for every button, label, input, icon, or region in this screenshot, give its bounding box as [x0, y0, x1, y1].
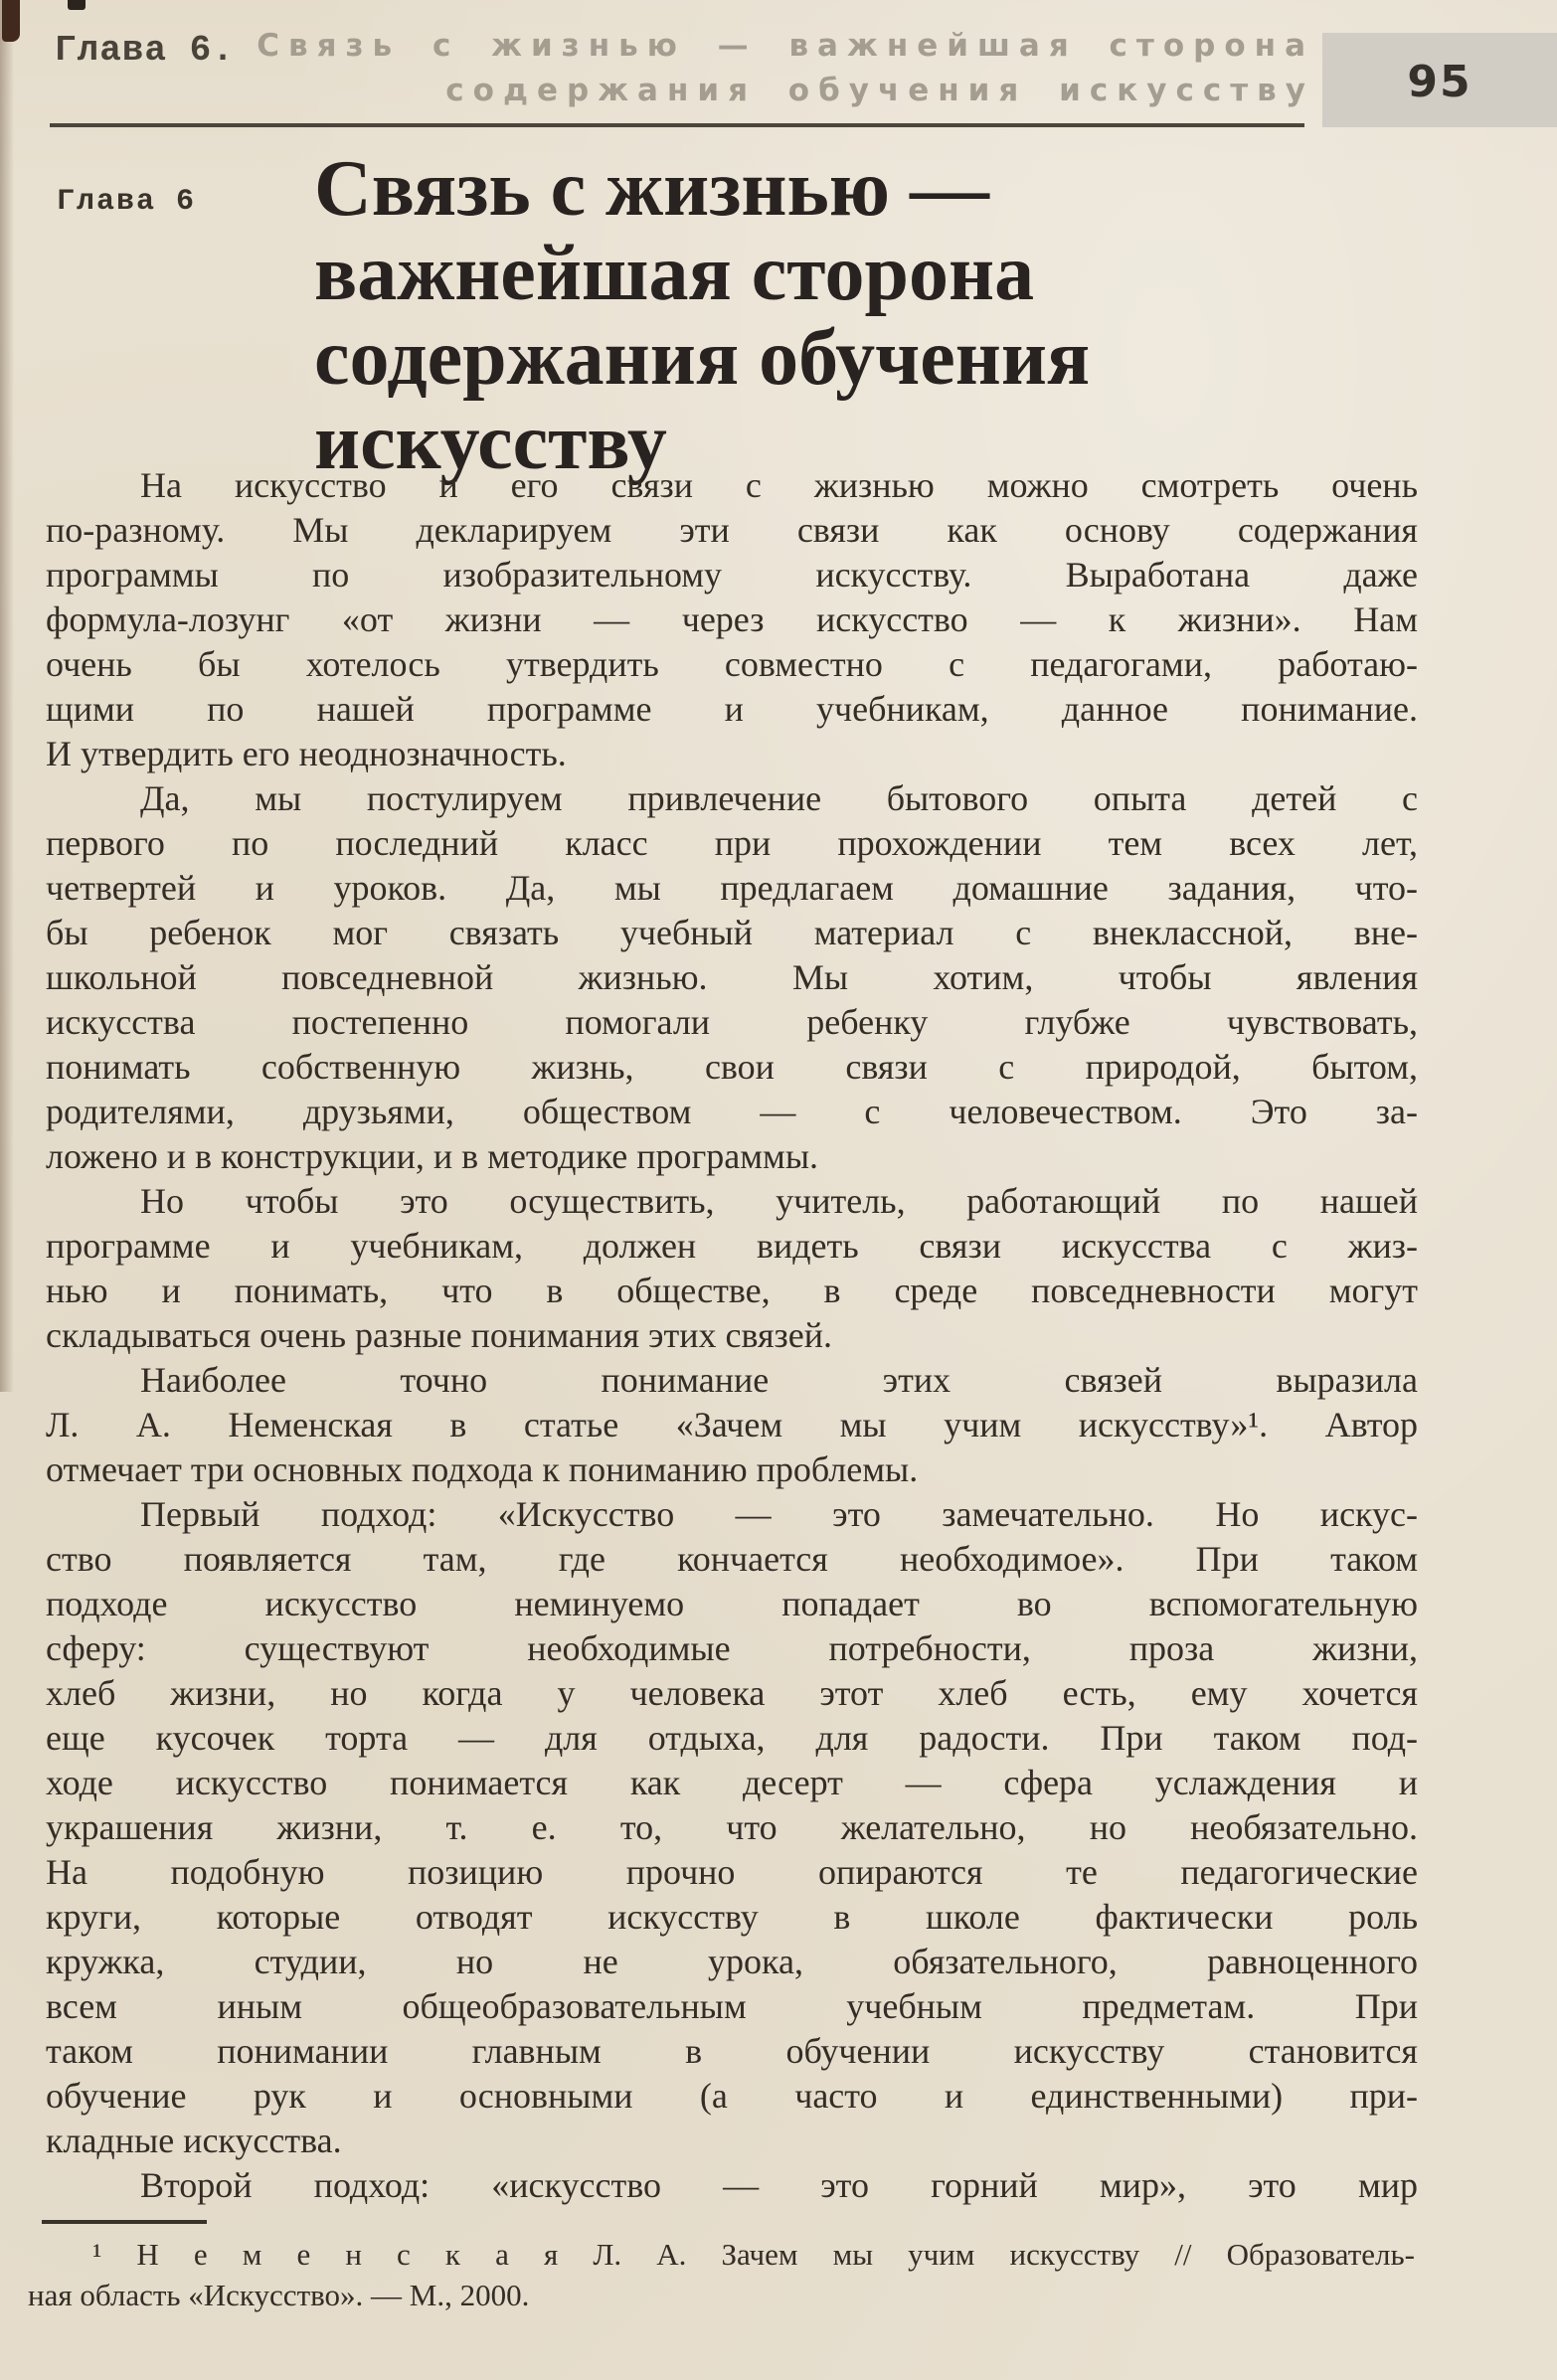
running-head-title — [243, 24, 1314, 113]
text-line: бы ребенок мог связать учебный материал с внеклассной, вне- — [46, 913, 1418, 952]
text-line: нью и понимать, что в обществе, в среде повседневности могут — [46, 1271, 1418, 1310]
paragraph — [46, 1179, 1418, 1358]
text-line: На искусство и его связи с жизнью можно смотреть очень — [140, 465, 1418, 505]
text-line: складываться очень разные понимания этих связей. — [46, 1315, 833, 1355]
text-line: хлеб жизни, но когда у человека этот хлеб есть, ему хочется — [46, 1673, 1418, 1713]
paragraph — [28, 2234, 1415, 2315]
text-line: Наиболее точно понимание этих связей выразила — [140, 1360, 1418, 1400]
running-head-chapter-prefix: Глава 6. — [55, 30, 235, 71]
text-line: Но чтобы это осуществить, учитель, работающий по нашей — [140, 1181, 1418, 1221]
paragraph — [46, 463, 1418, 776]
footnote — [28, 2234, 1415, 2315]
text-line: подходе искусство неминуемо попадает во вспомогательную — [46, 1584, 1418, 1623]
header-rule — [50, 123, 1304, 127]
paragraph — [46, 1358, 1418, 1492]
text-line: На подобную позицию прочно опираются те педагогические — [46, 1852, 1418, 1892]
body-text — [46, 463, 1418, 2208]
text-line: ство появляется там, где кончается необходимое». При таком — [46, 1539, 1418, 1579]
text-line: сферу: существуют необходимые потребности, проза жизни, — [46, 1628, 1418, 1668]
text-line: Л. А. Неменская в статье «Зачем мы учим искусству»¹. Автор — [46, 1405, 1418, 1445]
scan-artifact — [2, 0, 20, 42]
text-line: четвертей и уроков. Да, мы предлагаем домашние задания, что- — [46, 868, 1418, 908]
text-line: кладные искусства. — [46, 2121, 342, 2160]
text-line: ложено и в конструкции, и в методике программы. — [46, 1136, 819, 1176]
scan-artifact — [68, 0, 86, 10]
chapter-title-line-3: содержания обучения — [314, 314, 1091, 402]
text-line: И утвердить его неоднозначность. — [46, 734, 567, 773]
text-line: ходе искусство понимается как десерт — сфера услаждения и — [46, 1763, 1418, 1802]
text-line: по-разному. Мы декларируем эти связи как основу содержания — [46, 510, 1418, 550]
paragraph — [46, 1492, 1418, 2163]
text-line: очень бы хотелось утвердить совместно с педагогами, работаю- — [46, 644, 1418, 684]
text-line: формула-лозунг «от жизни — через искусство — к жизни». Нам — [46, 599, 1418, 639]
text-line: Да, мы постулируем привлечение бытового опыта детей с — [140, 778, 1418, 818]
text-line: круги, которые отводят искусству в школе фактически роль — [46, 1897, 1418, 1937]
text-line: понимать собственную жизнь, свои связи с природой, бытом, — [46, 1047, 1418, 1087]
footnote-rule — [42, 2220, 207, 2224]
text-line: щими по нашей программе и учебникам, данное понимание. — [46, 689, 1418, 729]
page-gutter-shadow — [0, 0, 14, 1392]
text-line: ¹ Н е м е н с к а я Л. А. Зачем мы учим искусству // Образователь- — [92, 2237, 1415, 2272]
text-line: еще кусочек торта — для отдыха, для радости. При таком под- — [46, 1718, 1418, 1758]
text-line: Второй подход: «искусство — это горний мир», это мир — [140, 2165, 1418, 2205]
text-line: первого по последний класс при прохождении тем всех лет, — [46, 823, 1418, 863]
page-number: 95 — [1407, 57, 1472, 107]
chapter-title-line-1: Связь с жизнью — — [314, 145, 989, 233]
text-line: всем иным общеобразовательным учебным предметам. При — [46, 1986, 1418, 2026]
running-head-line-2: содержания обучения искусству — [445, 73, 1314, 108]
text-line: отмечает три основных подхода к пониманию проблемы. — [46, 1449, 919, 1489]
page-number-block — [1322, 33, 1557, 127]
text-line: кружка, студии, но не урока, обязательного, равноценного — [46, 1942, 1418, 1981]
text-line: программы по изобразительному искусству. Выработана даже — [46, 555, 1418, 595]
text-line: таком понимании главным в обучении искусству становится — [46, 2031, 1418, 2071]
chapter-label: Глава 6 — [57, 185, 197, 219]
running-head-line-1: Связь с жизнью — важнейшая сторона — [257, 28, 1314, 64]
paragraph — [46, 776, 1418, 1179]
text-line: школьной повседневной жизнью. Мы хотим, чтобы явления — [46, 957, 1418, 997]
text-line: украшения жизни, т. е. то, что желательно, но необязательно. — [46, 1807, 1418, 1847]
text-line: родителями, друзьями, обществом — с человечеством. Это за- — [46, 1092, 1418, 1131]
paragraph — [46, 2163, 1418, 2208]
text-line: Первый подход: «Искусство — это замечательно. Но искус- — [140, 1494, 1418, 1534]
text-line: программе и учебникам, должен видеть связи искусства с жиз- — [46, 1226, 1418, 1266]
chapter-title-line-2: важнейшая сторона — [314, 230, 1035, 317]
chapter-title — [314, 147, 1507, 485]
text-line: ная область «Искусство». — М., 2000. — [28, 2278, 530, 2312]
chapter-title-line-4: искусству — [314, 399, 667, 486]
text-line: искусства постепенно помогали ребенку глубже чувствовать, — [46, 1002, 1418, 1042]
text-line: обучение рук и основными (а часто и единственными) при- — [46, 2076, 1418, 2116]
